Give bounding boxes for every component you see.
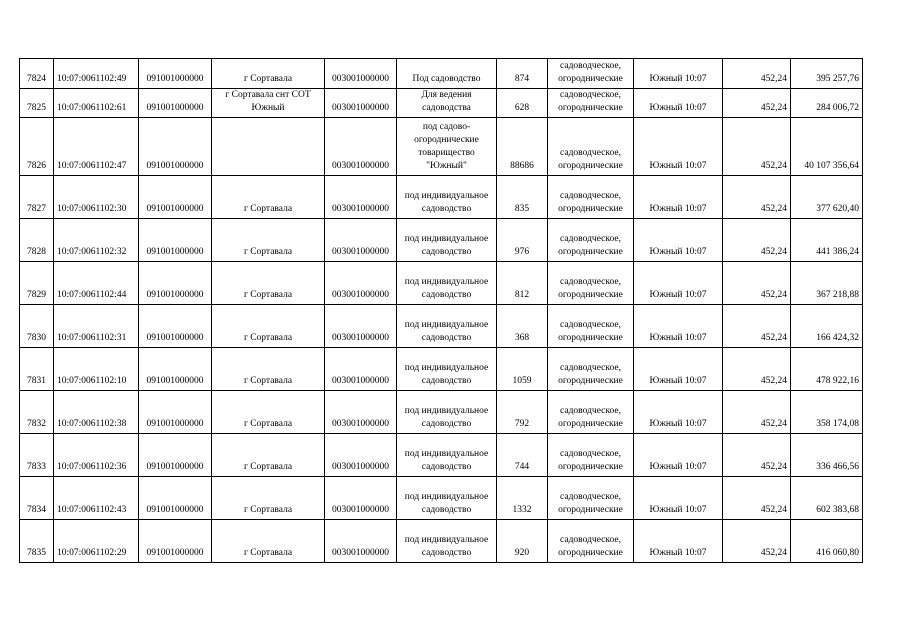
cadastral-value-cell: 395 257,76 bbox=[791, 59, 863, 89]
address-cell bbox=[212, 305, 325, 348]
permitted-use-line: под индивидуальное bbox=[404, 191, 489, 201]
table-row bbox=[20, 477, 863, 520]
specific-value-cell: 452,24 bbox=[723, 391, 791, 434]
land-category-line: огороднические bbox=[558, 462, 623, 472]
cadastral-number-cell: 10:07:0061102:43 bbox=[54, 477, 139, 520]
permitted-use-line: под индивидуальное bbox=[404, 406, 489, 416]
land-category-line: огороднические bbox=[558, 376, 623, 386]
permitted-use-line: Под садоводство bbox=[412, 74, 481, 84]
permitted-use-cell bbox=[397, 348, 497, 391]
cadastral-number-cell: 10:07:0061102:61 bbox=[54, 89, 139, 118]
land-category-line: огороднические bbox=[558, 74, 623, 84]
row-number-cell: 7824 bbox=[20, 59, 54, 89]
permitted-use-cell bbox=[397, 176, 497, 219]
address-cell bbox=[212, 520, 325, 563]
land-category-cell bbox=[548, 262, 634, 305]
row-number-cell: 7834 bbox=[20, 477, 54, 520]
permitted-use-line: "Южный" bbox=[426, 161, 467, 171]
permitted-use-cell bbox=[397, 520, 497, 563]
land-category-line: садоводческое, bbox=[560, 492, 621, 502]
land-category-cell bbox=[548, 118, 634, 176]
land-category-line: садоводческое, bbox=[560, 363, 621, 373]
land-category-line: садоводческое, bbox=[560, 535, 621, 545]
cadastral-value-cell: 478 922,16 bbox=[791, 348, 863, 391]
land-category-line: садоводческое, bbox=[560, 234, 621, 244]
permitted-use-cell bbox=[397, 434, 497, 477]
land-category-cell bbox=[548, 219, 634, 262]
row-number-cell: 7835 bbox=[20, 520, 54, 563]
okato-code-cell: 003001000000 bbox=[325, 59, 397, 89]
land-category-line: садоводческое, bbox=[560, 61, 621, 71]
row-number-cell: 7833 bbox=[20, 434, 54, 477]
cadastral-number-cell: 10:07:0061102:47 bbox=[54, 118, 139, 176]
address-line: г Сортавала bbox=[243, 204, 293, 214]
cadastral-value-cell: 336 466,56 bbox=[791, 434, 863, 477]
okato-code-cell: 003001000000 bbox=[325, 262, 397, 305]
area-cell: 1332 bbox=[497, 477, 548, 520]
table-row bbox=[20, 520, 863, 563]
cadastral-zone-cell: Южный 10:07 bbox=[634, 89, 723, 118]
okato-code-cell: 003001000000 bbox=[325, 520, 397, 563]
address-line: Южный bbox=[251, 103, 285, 113]
cadastral-value-table bbox=[19, 58, 863, 563]
cadastral-value-cell: 377 620,40 bbox=[791, 176, 863, 219]
row-number-cell: 7831 bbox=[20, 348, 54, 391]
permitted-use-line: садоводство bbox=[421, 505, 472, 515]
oktmo-code-cell: 091001000000 bbox=[139, 520, 212, 563]
specific-value-cell: 452,24 bbox=[723, 348, 791, 391]
specific-value-cell: 452,24 bbox=[723, 89, 791, 118]
oktmo-code-cell: 091001000000 bbox=[139, 477, 212, 520]
land-category-line: садоводческое, bbox=[560, 406, 621, 416]
permitted-use-line: под садово- bbox=[422, 122, 471, 132]
cadastral-value-cell: 166 424,32 bbox=[791, 305, 863, 348]
okato-code-cell: 003001000000 bbox=[325, 391, 397, 434]
table-row bbox=[20, 176, 863, 219]
cadastral-value-cell: 416 060,80 bbox=[791, 520, 863, 563]
cadastral-number-cell: 10:07:0061102:44 bbox=[54, 262, 139, 305]
permitted-use-cell bbox=[397, 477, 497, 520]
permitted-use-line: под индивидуальное bbox=[404, 492, 489, 502]
permitted-use-line: садоводство bbox=[421, 462, 472, 472]
cadastral-zone-cell: Южный 10:07 bbox=[634, 348, 723, 391]
permitted-use-line: садоводства bbox=[422, 103, 471, 113]
address-line: г Сортавала bbox=[243, 548, 293, 558]
permitted-use-line: под индивидуальное bbox=[404, 535, 489, 545]
table-row bbox=[20, 434, 863, 477]
oktmo-code-cell: 091001000000 bbox=[139, 348, 212, 391]
okato-code-cell: 003001000000 bbox=[325, 477, 397, 520]
land-category-line: огороднические bbox=[558, 419, 623, 429]
table-body bbox=[20, 59, 863, 563]
land-category-line: огороднические bbox=[558, 103, 623, 113]
permitted-use-cell bbox=[397, 391, 497, 434]
land-category-cell bbox=[548, 520, 634, 563]
land-category-cell bbox=[548, 477, 634, 520]
cadastral-value-cell: 602 383,68 bbox=[791, 477, 863, 520]
land-category-line: садоводческое, bbox=[560, 90, 621, 100]
land-category-cell bbox=[548, 89, 634, 118]
address-cell bbox=[212, 176, 325, 219]
land-category-line: огороднические bbox=[558, 290, 623, 300]
area-cell: 976 bbox=[497, 219, 548, 262]
table-row bbox=[20, 219, 863, 262]
address-line: г Сортавала bbox=[243, 505, 293, 515]
row-number-cell: 7827 bbox=[20, 176, 54, 219]
land-category-line: огороднические bbox=[558, 505, 623, 515]
land-category-line: огороднические bbox=[558, 161, 623, 171]
okato-code-cell: 003001000000 bbox=[325, 219, 397, 262]
address-cell bbox=[212, 348, 325, 391]
address-line: г Сортавала bbox=[243, 247, 293, 257]
row-number-cell: 7825 bbox=[20, 89, 54, 118]
area-cell: 368 bbox=[497, 305, 548, 348]
address-line: г Сортавала bbox=[243, 333, 293, 343]
oktmo-code-cell: 091001000000 bbox=[139, 176, 212, 219]
permitted-use-line: под индивидуальное bbox=[404, 234, 489, 244]
land-category-line: садоводческое, bbox=[560, 148, 621, 158]
cadastral-value-cell: 284 006,72 bbox=[791, 89, 863, 118]
cadastral-number-cell: 10:07:0061102:30 bbox=[54, 176, 139, 219]
specific-value-cell: 452,24 bbox=[723, 262, 791, 305]
specific-value-cell: 452,24 bbox=[723, 59, 791, 89]
land-category-line: огороднические bbox=[558, 333, 623, 343]
cadastral-number-cell: 10:07:0061102:31 bbox=[54, 305, 139, 348]
okato-code-cell: 003001000000 bbox=[325, 176, 397, 219]
land-category-cell bbox=[548, 176, 634, 219]
area-cell: 920 bbox=[497, 520, 548, 563]
cadastral-number-cell: 10:07:0061102:49 bbox=[54, 59, 139, 89]
specific-value-cell: 452,24 bbox=[723, 118, 791, 176]
permitted-use-line: садоводство bbox=[421, 204, 472, 214]
address-cell bbox=[212, 219, 325, 262]
permitted-use-cell bbox=[397, 59, 497, 89]
land-category-cell bbox=[548, 434, 634, 477]
cadastral-zone-cell: Южный 10:07 bbox=[634, 59, 723, 89]
land-category-line: садоводческое, bbox=[560, 320, 621, 330]
cadastral-number-cell: 10:07:0061102:36 bbox=[54, 434, 139, 477]
specific-value-cell: 452,24 bbox=[723, 305, 791, 348]
row-number-cell: 7826 bbox=[20, 118, 54, 176]
row-number-cell: 7828 bbox=[20, 219, 54, 262]
address-line: г Сортавала bbox=[243, 74, 293, 84]
land-category-cell bbox=[548, 348, 634, 391]
table-row bbox=[20, 59, 863, 89]
permitted-use-line: садоводство bbox=[421, 419, 472, 429]
area-cell: 874 bbox=[497, 59, 548, 89]
cadastral-zone-cell: Южный 10:07 bbox=[634, 520, 723, 563]
area-cell: 628 bbox=[497, 89, 548, 118]
cadastral-zone-cell: Южный 10:07 bbox=[634, 434, 723, 477]
cadastral-number-cell: 10:07:0061102:32 bbox=[54, 219, 139, 262]
address-line: г Сортавала bbox=[243, 462, 293, 472]
table-row bbox=[20, 348, 863, 391]
permitted-use-line: огороднические bbox=[414, 135, 479, 145]
cadastral-number-cell: 10:07:0061102:38 bbox=[54, 391, 139, 434]
land-category-line: садоводческое, bbox=[560, 191, 621, 201]
permitted-use-cell bbox=[397, 118, 497, 176]
land-category-line: садоводческое, bbox=[560, 449, 621, 459]
permitted-use-cell bbox=[397, 262, 497, 305]
specific-value-cell: 452,24 bbox=[723, 477, 791, 520]
row-number-cell: 7829 bbox=[20, 262, 54, 305]
area-cell: 744 bbox=[497, 434, 548, 477]
land-category-cell bbox=[548, 59, 634, 89]
cadastral-zone-cell: Южный 10:07 bbox=[634, 118, 723, 176]
okato-code-cell: 003001000000 bbox=[325, 434, 397, 477]
cadastral-zone-cell: Южный 10:07 bbox=[634, 477, 723, 520]
table-row bbox=[20, 391, 863, 434]
permitted-use-line: товарищество bbox=[418, 148, 475, 158]
permitted-use-cell bbox=[397, 305, 497, 348]
land-category-line: садоводческое, bbox=[560, 277, 621, 287]
address-line: г Сортавала bbox=[243, 419, 293, 429]
address-cell bbox=[212, 391, 325, 434]
area-cell: 792 bbox=[497, 391, 548, 434]
permitted-use-line: под индивидуальное bbox=[404, 363, 489, 373]
oktmo-code-cell: 091001000000 bbox=[139, 59, 212, 89]
table-row bbox=[20, 118, 863, 176]
permitted-use-cell bbox=[397, 89, 497, 118]
cadastral-value-cell: 441 386,24 bbox=[791, 219, 863, 262]
address-line: г Сортавала снт СОТ bbox=[225, 90, 311, 100]
permitted-use-line: садоводство bbox=[421, 290, 472, 300]
oktmo-code-cell: 091001000000 bbox=[139, 89, 212, 118]
table-row bbox=[20, 89, 863, 118]
land-category-cell bbox=[548, 391, 634, 434]
table-row bbox=[20, 305, 863, 348]
address-cell bbox=[212, 434, 325, 477]
oktmo-code-cell: 091001000000 bbox=[139, 219, 212, 262]
land-category-line: огороднические bbox=[558, 247, 623, 257]
oktmo-code-cell: 091001000000 bbox=[139, 305, 212, 348]
address-cell bbox=[212, 262, 325, 305]
permitted-use-line: под индивидуальное bbox=[404, 449, 489, 459]
permitted-use-line: садоводство bbox=[421, 376, 472, 386]
specific-value-cell: 452,24 bbox=[723, 520, 791, 563]
land-category-cell bbox=[548, 305, 634, 348]
permitted-use-cell bbox=[397, 219, 497, 262]
okato-code-cell: 003001000000 bbox=[325, 348, 397, 391]
table-row bbox=[20, 262, 863, 305]
cadastral-value-cell: 358 174,08 bbox=[791, 391, 863, 434]
address-cell bbox=[212, 89, 325, 118]
address-cell bbox=[212, 477, 325, 520]
permitted-use-line: Для ведения bbox=[421, 90, 472, 100]
okato-code-cell: 003001000000 bbox=[325, 305, 397, 348]
cadastral-zone-cell: Южный 10:07 bbox=[634, 219, 723, 262]
oktmo-code-cell: 091001000000 bbox=[139, 391, 212, 434]
area-cell: 835 bbox=[497, 176, 548, 219]
cadastral-zone-cell: Южный 10:07 bbox=[634, 176, 723, 219]
permitted-use-line: садоводство bbox=[421, 548, 472, 558]
cadastral-number-cell: 10:07:0061102:29 bbox=[54, 520, 139, 563]
oktmo-code-cell: 091001000000 bbox=[139, 262, 212, 305]
oktmo-code-cell: 091001000000 bbox=[139, 434, 212, 477]
cadastral-zone-cell: Южный 10:07 bbox=[634, 262, 723, 305]
permitted-use-line: садоводство bbox=[421, 247, 472, 257]
row-number-cell: 7830 bbox=[20, 305, 54, 348]
permitted-use-line: садоводство bbox=[421, 333, 472, 343]
cadastral-zone-cell: Южный 10:07 bbox=[634, 305, 723, 348]
specific-value-cell: 452,24 bbox=[723, 219, 791, 262]
area-cell: 1059 bbox=[497, 348, 548, 391]
area-cell: 88686 bbox=[497, 118, 548, 176]
land-category-line: огороднические bbox=[558, 548, 623, 558]
address-cell bbox=[212, 59, 325, 89]
permitted-use-line: под индивидуальное bbox=[404, 277, 489, 287]
land-category-line: огороднические bbox=[558, 204, 623, 214]
address-line: г Сортавала bbox=[243, 376, 293, 386]
cadastral-value-cell: 367 218,88 bbox=[791, 262, 863, 305]
row-number-cell: 7832 bbox=[20, 391, 54, 434]
cadastral-number-cell: 10:07:0061102:10 bbox=[54, 348, 139, 391]
specific-value-cell: 452,24 bbox=[723, 434, 791, 477]
okato-code-cell: 003001000000 bbox=[325, 118, 397, 176]
oktmo-code-cell: 091001000000 bbox=[139, 118, 212, 176]
specific-value-cell: 452,24 bbox=[723, 176, 791, 219]
address-cell bbox=[212, 118, 325, 176]
okato-code-cell: 003001000000 bbox=[325, 89, 397, 118]
permitted-use-line: под индивидуальное bbox=[404, 320, 489, 330]
cadastral-value-cell: 40 107 356,64 bbox=[791, 118, 863, 176]
cadastral-zone-cell: Южный 10:07 bbox=[634, 391, 723, 434]
area-cell: 812 bbox=[497, 262, 548, 305]
address-line: г Сортавала bbox=[243, 290, 293, 300]
